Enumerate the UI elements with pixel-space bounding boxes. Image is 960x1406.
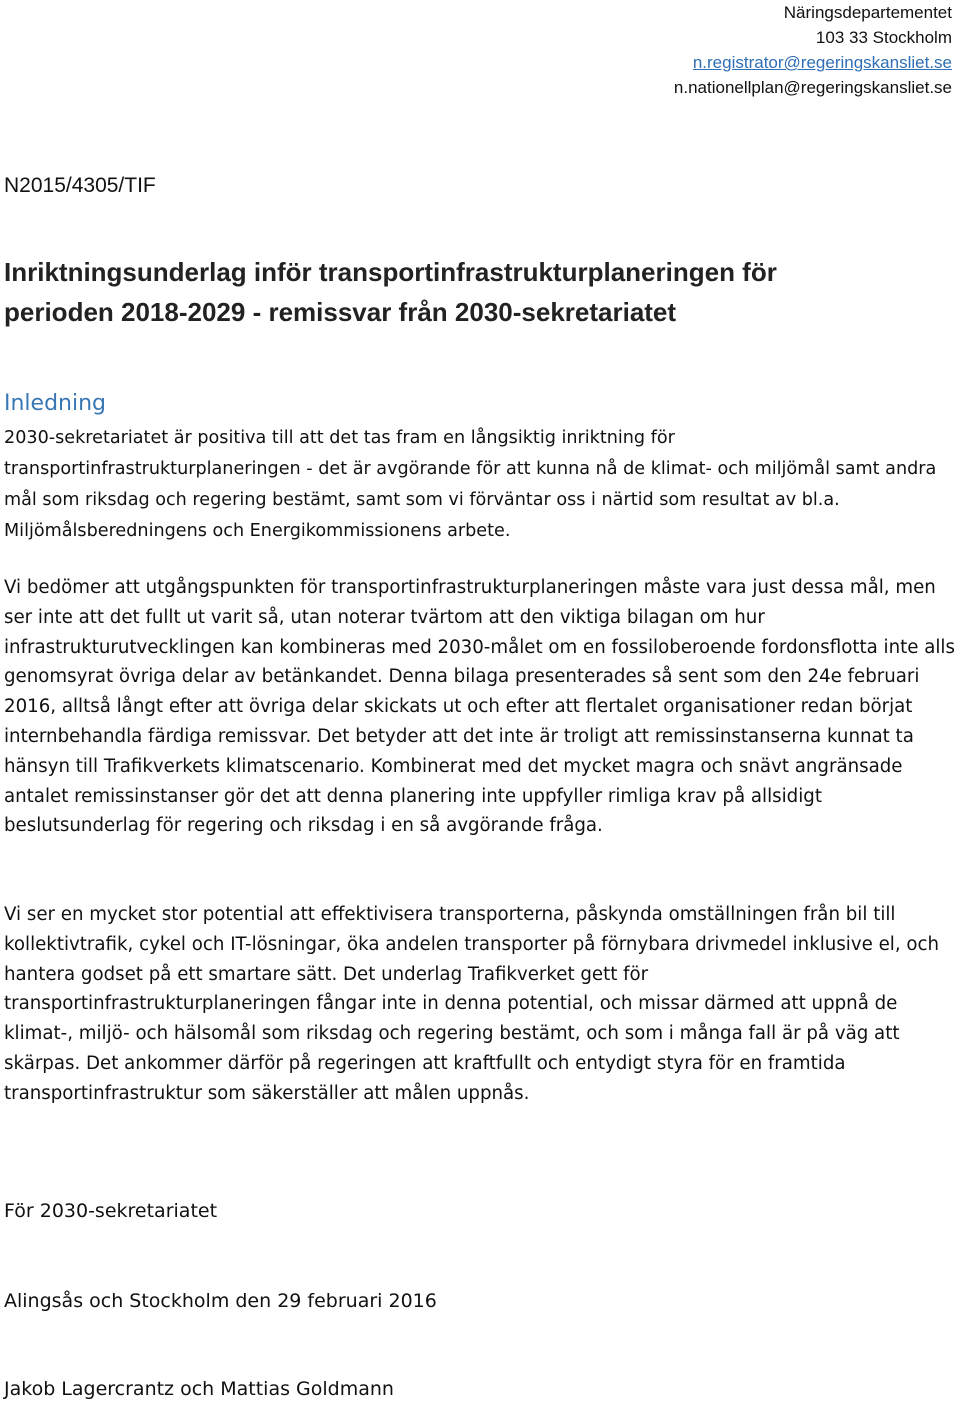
signature-place-date: Alingsås och Stockholm den 29 februari 2016	[4, 1290, 437, 1312]
recipient-department: Näringsdepartementet	[783, 3, 952, 22]
signature-names: Jakob Lagercrantz och Mattias Goldmann	[4, 1378, 394, 1400]
document-title-line-1: Inriktningsunderlag inför transportinfrastrukturplaneringen för	[4, 257, 777, 287]
paragraph-assessment: Vi bedömer att utgångspunkten för transportinfrastrukturplaneringen måste vara just dessa mål, men ser inte att det fullt ut varit så, utan noterar tvärtom att den viktiga bilagan om hur infrastrukturutvecklingen kan kombineras med 2030-målet om en fossiloberoende fordonsflotta inte alls genomsyrat övriga delar av betänkandet. Denna bilaga presenterades så sent som den 24e februari 2016, alltså långt efter att övriga delar skickats ut och efter att flertalet organisationer redan börjat internbehandla färdiga remissvar. Det betyder att det inte är troligt att remissinstanserna kunnat ta hänsyn till Trafikverkets klimatscenario. Kombinerat med det mycket magra och snävt angränsade antalet remissinstanser gör det att denna planering inte uppfyller rimliga krav på allsidigt beslutsunderlag för regering och riksdag i en så avgörande fråga.	[4, 577, 955, 837]
document-title	[4, 252, 954, 332]
signature-organization: För 2030-sekretariatet	[4, 1200, 218, 1222]
paragraph-intro: 2030-sekretariatet är positiva till att det tas fram en långsiktig inriktning för transportinfrastrukturplaneringen - det är avgörande för att kunna nå de klimat- och miljömål samt andra mål som riksdag och regering bestämt, samt som vi förväntar oss i närtid som resultat av bl.a. Miljömålsberedningens och Energikommissionens arbete.	[4, 428, 937, 541]
paragraph-potential: Vi ser en mycket stor potential att effektivisera transporterna, påskynda omställningen från bil till kollektivtrafik, cykel och IT-lösningar, öka andelen transporter på förnybara drivmedel inklusive el, och hantera godset på ett smartare sätt. Det underlag Trafikverket gett för transportinfrastrukturplaneringen fångar inte in denna potential, och missar därmed att uppnå de klimat-, miljö- och hälsomål som riksdag och regering bestämt, och som i många fall är på väg att skärpas. Det ankommer därför på regeringen att kraftfullt och entydigt styra för en framtida transportinfrastruktur som säkerställer att målen uppnås.	[4, 904, 940, 1104]
document-title-line-2: perioden 2018-2029 - remissvar från 2030-sekretariatet	[4, 297, 677, 327]
section-heading-inledning: Inledning	[4, 391, 107, 416]
recipient-email-nationellplan: n.nationellplan@regeringskansliet.se	[673, 78, 952, 97]
recipient-postal-address: 103 33 Stockholm	[815, 28, 952, 47]
document-reference-number: N2015/4305/TIF	[4, 174, 156, 197]
email-link-registrator[interactable]: n.registrator@regeringskansliet.se	[692, 53, 952, 72]
recipient-address-block	[674, 0, 952, 100]
